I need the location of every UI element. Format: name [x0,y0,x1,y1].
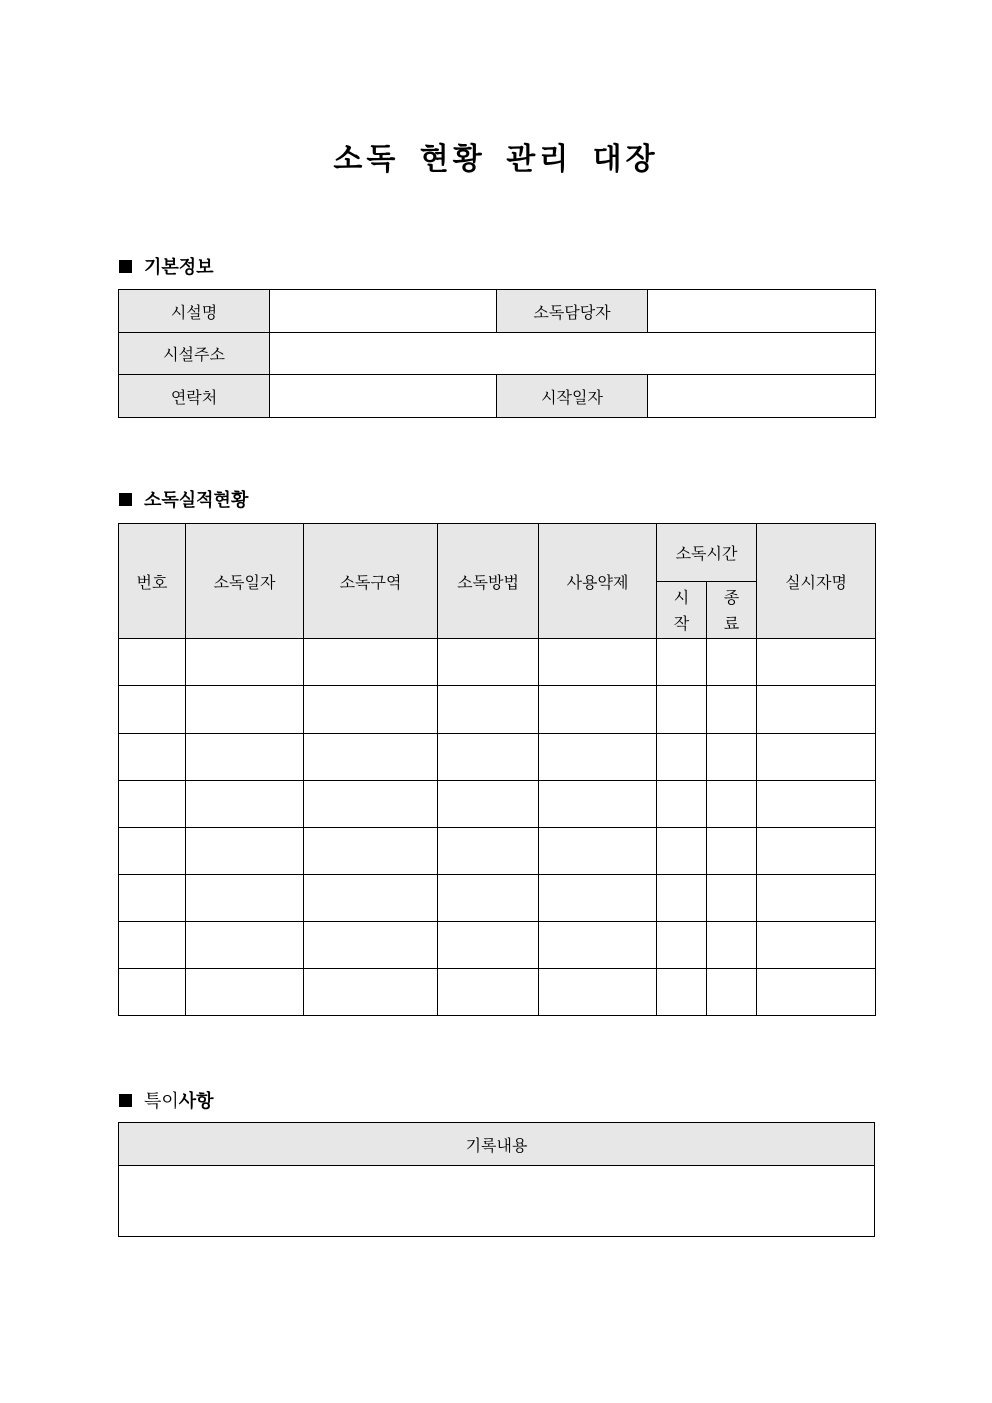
cell-end[interactable] [707,686,757,734]
cell-chemical[interactable] [539,686,657,734]
cell-operator[interactable] [757,969,876,1016]
col-header-date: 소독일자 [186,524,304,639]
cell-operator[interactable] [757,875,876,922]
cell-date[interactable] [186,969,304,1016]
cell-date[interactable] [186,922,304,969]
contact-label: 연락처 [119,375,270,418]
cell-method[interactable] [438,875,539,922]
cell-chemical[interactable] [539,922,657,969]
cell-date[interactable] [186,828,304,875]
cell-end[interactable] [707,639,757,686]
table-row [119,969,876,1016]
cell-start[interactable] [657,969,707,1016]
square-bullet-icon [119,260,132,273]
records-table [118,523,876,1016]
cell-end[interactable] [707,828,757,875]
cell-no[interactable] [119,922,186,969]
remarks-heading [119,1087,214,1113]
cell-method[interactable] [438,734,539,781]
cell-operator[interactable] [757,639,876,686]
cell-date[interactable] [186,781,304,828]
cell-chemical[interactable] [539,781,657,828]
col-header-method: 소독방법 [438,524,539,639]
manager-label: 소독담당자 [497,290,648,333]
table-row [119,828,876,875]
cell-end[interactable] [707,781,757,828]
col-header-start-char1: 시 [673,588,690,607]
cell-end[interactable] [707,922,757,969]
cell-start[interactable] [657,639,707,686]
remarks-table [118,1122,875,1237]
cell-operator[interactable] [757,922,876,969]
cell-area[interactable] [304,781,438,828]
address-label: 시설주소 [119,333,270,375]
col-header-end-char1: 종 [723,588,740,607]
cell-start[interactable] [657,875,707,922]
cell-area[interactable] [304,639,438,686]
cell-start[interactable] [657,922,707,969]
remarks-content-field[interactable] [119,1166,875,1237]
cell-start[interactable] [657,734,707,781]
col-header-end-char2: 료 [723,614,740,633]
cell-no[interactable] [119,686,186,734]
cell-end[interactable] [707,734,757,781]
page-title: 소독 현황 관리 대장 [333,142,659,177]
start-date-field[interactable] [648,375,876,418]
col-header-start-char2: 작 [673,614,690,633]
cell-area[interactable] [304,828,438,875]
cell-method[interactable] [438,922,539,969]
col-header-area: 소독구역 [304,524,438,639]
cell-area[interactable] [304,875,438,922]
cell-no[interactable] [119,639,186,686]
cell-operator[interactable] [757,686,876,734]
cell-method[interactable] [438,781,539,828]
basic-info-heading [119,253,214,279]
cell-chemical[interactable] [539,639,657,686]
cell-date[interactable] [186,875,304,922]
address-field[interactable] [270,333,876,375]
table-row [119,734,876,781]
col-header-no: 번호 [119,524,186,639]
cell-chemical[interactable] [539,828,657,875]
col-header-start [657,582,707,639]
cell-no[interactable] [119,875,186,922]
cell-area[interactable] [304,734,438,781]
cell-chemical[interactable] [539,875,657,922]
cell-operator[interactable] [757,781,876,828]
cell-start[interactable] [657,828,707,875]
start-date-label: 시작일자 [497,375,648,418]
table-row [119,639,876,686]
contact-field[interactable] [270,375,497,418]
table-row [119,875,876,922]
cell-date[interactable] [186,734,304,781]
col-header-time: 소독시간 [657,524,757,582]
cell-area[interactable] [304,922,438,969]
remarks-content-label: 기록내용 [119,1123,875,1166]
cell-end[interactable] [707,969,757,1016]
cell-date[interactable] [186,639,304,686]
basic-info-table [118,289,876,418]
table-row [119,922,876,969]
col-header-end [707,582,757,639]
facility-name-label: 시설명 [119,290,270,333]
cell-start[interactable] [657,686,707,734]
remarks-heading-text-1: 특이 [144,1091,179,1112]
manager-field[interactable] [648,290,876,333]
square-bullet-icon [119,493,132,506]
records-heading [119,486,248,512]
cell-operator[interactable] [757,734,876,781]
cell-start[interactable] [657,781,707,828]
table-row [119,686,876,734]
basic-info-heading-text: 기본정보 [144,257,214,278]
col-header-chemical: 사용약제 [539,524,657,639]
table-row [119,781,876,828]
cell-no[interactable] [119,828,186,875]
cell-method[interactable] [438,969,539,1016]
cell-method[interactable] [438,639,539,686]
square-bullet-icon [119,1094,132,1107]
cell-no[interactable] [119,969,186,1016]
facility-name-field[interactable] [270,290,497,333]
cell-operator[interactable] [757,828,876,875]
cell-method[interactable] [438,686,539,734]
cell-area[interactable] [304,969,438,1016]
cell-date[interactable] [186,686,304,734]
col-header-operator: 실시자명 [757,524,876,639]
cell-area[interactable] [304,686,438,734]
cell-no[interactable] [119,781,186,828]
records-heading-text: 소독실적현황 [144,490,249,511]
cell-no[interactable] [119,734,186,781]
cell-end[interactable] [707,875,757,922]
cell-chemical[interactable] [539,734,657,781]
remarks-heading-text-2: 사항 [178,1091,214,1112]
cell-method[interactable] [438,828,539,875]
cell-chemical[interactable] [539,969,657,1016]
